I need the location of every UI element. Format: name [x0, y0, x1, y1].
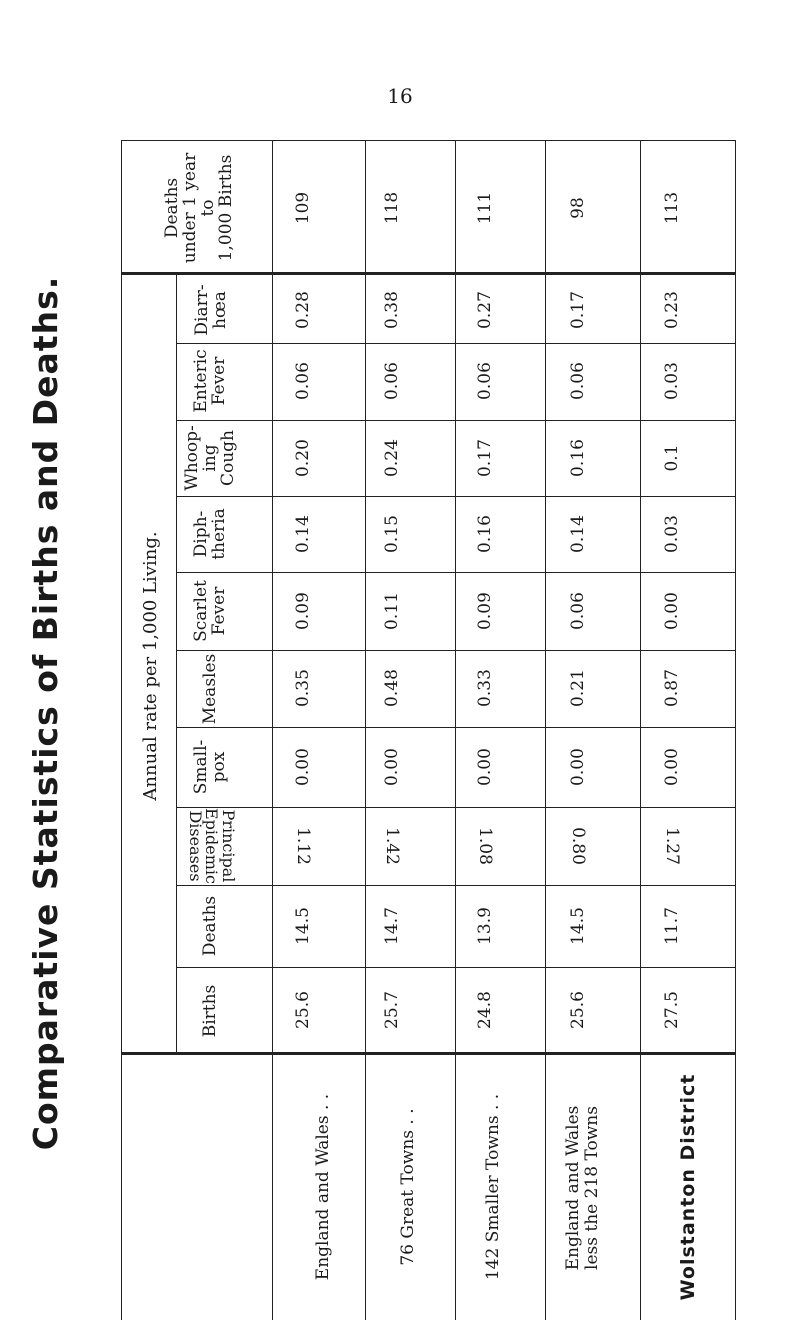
cell-measles: 0.33 — [475, 669, 495, 707]
cell-deaths: 14.5 — [293, 907, 313, 945]
cell-scarlet: 0.06 — [568, 592, 588, 630]
header-line: Fever — [209, 356, 229, 406]
cell-infant: 118 — [382, 191, 402, 225]
cell-principal: 1.27 — [662, 827, 682, 865]
header-measles: Measles — [200, 653, 221, 725]
header-births: Births — [200, 984, 221, 1038]
cell-principal: 1.12 — [293, 827, 313, 865]
row-label-wolstanton: Wolstanton District — [677, 1073, 699, 1301]
table-right-rule — [735, 140, 736, 1320]
row-rule — [455, 140, 456, 1320]
cell-births: 24.8 — [475, 991, 495, 1029]
cell-diarrhoea: 0.38 — [382, 291, 402, 329]
cell-smallpox: 0.00 — [568, 748, 588, 786]
cell-deaths: 11.7 — [662, 907, 682, 945]
cell-smallpox: 0.00 — [293, 748, 313, 786]
row-label: 142 Smaller Towns . . — [482, 1093, 503, 1281]
cell-enteric: 0.06 — [475, 362, 495, 400]
cell-diphtheria: 0.14 — [568, 515, 588, 553]
cell-principal: 0.80 — [568, 827, 588, 865]
header-deaths: Deaths — [200, 895, 221, 957]
cell-measles: 0.48 — [382, 669, 402, 707]
cell-enteric: 0.03 — [662, 362, 682, 400]
header-line: Fever — [209, 586, 229, 636]
cell-enteric: 0.06 — [293, 362, 313, 400]
header-line: Small- — [191, 739, 212, 795]
cell-scarlet: 0.00 — [662, 592, 682, 630]
header-line: Enteric — [191, 349, 212, 413]
header-diphtheria — [181, 503, 241, 565]
header-enteric — [182, 350, 240, 412]
row-label: England and Wales . . — [312, 1093, 333, 1281]
cell-whooping: 0.24 — [382, 439, 402, 477]
row-label: 76 Great Towns . . — [397, 1108, 418, 1266]
header-line: ing — [200, 444, 221, 472]
cell-births: 25.6 — [293, 991, 313, 1029]
cell-diarrhoea: 0.27 — [475, 291, 495, 329]
header-line: Cough — [217, 429, 238, 487]
cell-diphtheria: 0.03 — [662, 515, 682, 553]
header-line: Epidemic — [202, 808, 222, 884]
cell-deaths: 14.5 — [568, 907, 588, 945]
header-whooping — [181, 423, 241, 493]
cell-scarlet: 0.11 — [382, 592, 402, 630]
row-rule — [545, 140, 546, 1320]
cell-whooping: 0.17 — [475, 439, 495, 477]
page-number: 16 — [387, 84, 413, 108]
row-rule — [365, 140, 366, 1320]
cell-smallpox: 0.00 — [475, 748, 495, 786]
cell-smallpox: 0.00 — [382, 748, 402, 786]
cell-diarrhoea: 0.17 — [568, 291, 588, 329]
row-label-line: less the 218 Towns — [582, 1106, 602, 1270]
cell-births: 27.5 — [662, 991, 682, 1029]
cell-births: 25.7 — [382, 991, 402, 1029]
table-bottom-rule — [121, 1052, 735, 1055]
page-title: Comparative Statistics of Births and Deaths. — [25, 275, 65, 1151]
header-line: Diseases — [185, 810, 205, 882]
row-rule — [272, 140, 273, 1320]
header-line: under 1 year — [180, 152, 201, 264]
cell-measles: 0.35 — [293, 669, 313, 707]
header-diarrhoea — [186, 280, 238, 340]
header-line: hœa — [210, 291, 230, 329]
header-scarlet — [180, 578, 242, 644]
cell-principal: 1.08 — [475, 827, 495, 865]
cell-infant: 113 — [662, 191, 682, 225]
cell-whooping: 0.20 — [293, 439, 313, 477]
cell-infant: 98 — [568, 197, 588, 219]
cell-measles: 0.87 — [662, 669, 682, 707]
cell-measles: 0.21 — [568, 669, 588, 707]
cell-diphtheria: 0.15 — [382, 515, 402, 553]
header-line: Principal — [219, 809, 239, 883]
label-column-rule — [176, 275, 177, 1052]
cell-whooping: 0.1 — [662, 444, 682, 472]
cell-diarrhoea: 0.23 — [662, 291, 682, 329]
header-line: 1,000 Births — [215, 154, 236, 262]
cell-deaths: 14.7 — [382, 907, 402, 945]
cell-whooping: 0.16 — [568, 439, 588, 477]
header-line: to — [198, 199, 218, 217]
header-line: Deaths — [162, 177, 183, 239]
cell-diphtheria: 0.16 — [475, 515, 495, 553]
header-infant-deaths — [150, 148, 250, 268]
cell-scarlet: 0.09 — [293, 592, 313, 630]
cell-infant: 111 — [475, 191, 495, 225]
table-top-rule — [121, 140, 735, 141]
cell-enteric: 0.06 — [568, 362, 588, 400]
cell-enteric: 0.06 — [382, 362, 402, 400]
annual-rate-header: Annual rate per 1,000 Living. — [139, 531, 161, 801]
header-line: Whoop- — [182, 425, 203, 491]
cell-principal: 1.42 — [382, 827, 402, 865]
table-left-rule — [121, 140, 122, 1320]
row-rule — [640, 140, 641, 1320]
cell-smallpox: 0.00 — [662, 748, 682, 786]
header-line: Diph- — [191, 510, 212, 558]
row-label — [555, 1093, 611, 1283]
cell-diphtheria: 0.14 — [293, 515, 313, 553]
cell-scarlet: 0.09 — [475, 592, 495, 630]
cell-births: 25.6 — [568, 991, 588, 1029]
cell-deaths: 13.9 — [475, 907, 495, 945]
header-bottom-rule — [121, 272, 735, 275]
header-principal-epidemic — [179, 808, 243, 884]
header-line: pox — [209, 751, 229, 783]
header-line: Diarr- — [192, 284, 213, 336]
cell-diarrhoea: 0.28 — [293, 291, 313, 329]
header-smallpox — [182, 738, 240, 796]
header-line: theria — [209, 508, 229, 560]
cell-infant: 109 — [293, 191, 313, 225]
header-line: Scarlet — [191, 580, 212, 642]
row-label-line: England and Wales — [563, 1105, 584, 1271]
